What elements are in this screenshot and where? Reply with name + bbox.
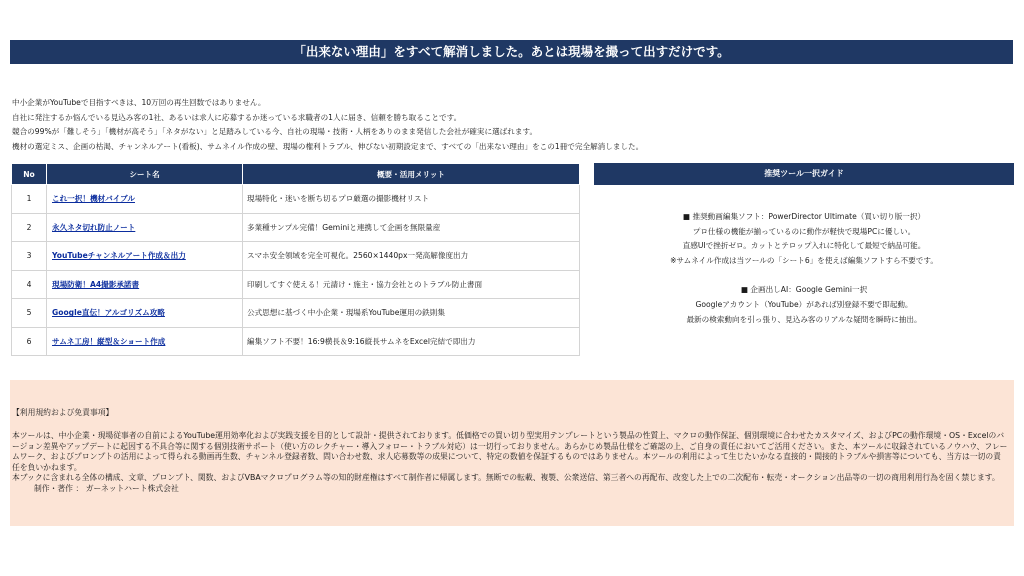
sheet-description: 多業種サンプル完備！Geminiと連携して企画を無限量産 xyxy=(243,213,580,242)
intro-line: 中小企業がYouTubeで目指すべきは、10万回の再生回数ではありません。 xyxy=(12,98,266,107)
disclaimer-box xyxy=(10,380,1014,526)
table-header-row xyxy=(12,164,580,185)
sheet-name-cell xyxy=(47,185,243,214)
row-number: 1 xyxy=(12,185,47,214)
guide-line: Googleアカウント（YouTube）があれば別登録不要で即起動。 xyxy=(695,300,913,310)
sheet-link-idea-notebook[interactable]: 永久ネタ切れ防止ノート xyxy=(52,222,136,232)
row-number: 5 xyxy=(12,299,47,328)
tool-guide-header: 推奨ツール一択ガイド xyxy=(594,163,1014,185)
sheet-link-consent-form[interactable]: 現場防衛！A4撮影承諾書 xyxy=(52,279,140,289)
intro-line: 競合の99%が「難しそう」「機材が高そう」「ネタがない」と足踏みしている今、自社の現場・技術・人柄をありのまま発信した会社が確実に選ばれます。 xyxy=(12,127,538,137)
sheet-link-thumbnail-studio[interactable]: サムネ工房！縦型＆ショート作成 xyxy=(52,336,166,346)
row-number: 4 xyxy=(12,270,47,299)
page-banner: 「出来ない理由」をすべて解消しました。あとは現場を撮って出すだけです。 xyxy=(10,40,1013,64)
guide-line: ■ 推奨動画編集ソフト：PowerDirector Ultimate（買い切り版一択） xyxy=(682,212,926,221)
copyright-signature: 制作・著作 ： ガーネットハート株式会社 xyxy=(34,483,179,493)
table-row xyxy=(12,213,580,242)
sheet-name-cell xyxy=(47,213,243,242)
intro-line: 自社に発注するか悩んでいる見込み客の1社、あるいは求人に応募するか迷っている求職者の1人に届き、信頼を勝ち取ることです。 xyxy=(12,112,462,122)
row-number: 2 xyxy=(12,213,47,242)
table-row xyxy=(12,242,580,271)
sheet-link-algorithm-guide[interactable]: Google直伝！アルゴリズム攻略 xyxy=(52,308,165,318)
table-row xyxy=(12,299,580,328)
sheet-name-cell xyxy=(47,299,243,328)
table-row xyxy=(12,185,580,214)
sheet-name-cell xyxy=(47,327,243,356)
sheet-name-cell xyxy=(47,270,243,299)
column-header-sheet-name: シート名 xyxy=(47,164,243,185)
sheet-link-equipment-bible[interactable]: これ一択！機材バイブル xyxy=(52,194,135,204)
intro-text xyxy=(12,96,643,155)
guide-spacer xyxy=(594,269,1014,284)
sheet-description: 現場特化・迷いを断ち切るプロ厳選の撮影機材リスト xyxy=(243,185,580,214)
disclaimer-body xyxy=(12,431,1008,494)
sheet-link-channel-art[interactable]: YouTubeチャンネルアート作成＆出力 xyxy=(52,251,186,261)
disclaimer-paragraph-block xyxy=(12,473,1008,494)
sheet-description: 印刷してすぐ使える！元請け・施主・協力会社とのトラブル防止書面 xyxy=(243,270,580,299)
sheet-description: 編集ソフト不要！16:9横長＆9:16縦長サムネをExcel完結で即出力 xyxy=(243,327,580,356)
guide-line: ■ 企画出しAI：Google Gemini一択 xyxy=(740,285,868,295)
column-header-description: 概要・活用メリット xyxy=(243,164,580,185)
row-number: 3 xyxy=(12,242,47,271)
table-row xyxy=(12,327,580,356)
disclaimer-paragraph: 本ツールは、中小企業・現場従事者の自前によるYouTube運用効率化および実践支援を目的として設計・提供されております。低価格での買い切り型実用テンプレートという製品の性質上、マクロの動作保証、個別環境に合わせたカスタマイズ、およびPCの動作環境・OS・Excelのバージョン差異やアップデートに起因する不具合等に関する個別技術サポート（使い方のレクチャー・導入フォロー・トラブル対応）は一切行っておりません。あらかじめ製品仕様をご確認の上、ご自身の責任においてご活用ください。また、本ツールに収録されているノウハウ、フレームワーク、およびプロンプトの活用によって得られる動画再生数、チャンネル登録者数、問い合わせ数、求人応募数等の成果について、特定の数値を保証するものではありません。本ツールの利用によって生じたいかなる直接的・間接的トラブルや損害等についても、当方は一切の責任を負いかねます。 xyxy=(12,431,1008,472)
tool-guide-body xyxy=(594,210,1014,328)
guide-line: プロ仕様の機能が揃っているのに動作が軽快で現場PCに優しい。 xyxy=(692,226,916,236)
sheet-description: 公式思想に基づく中小企業・現場系YouTube運用の鉄則集 xyxy=(243,299,580,328)
table-row xyxy=(12,270,580,299)
sheet-index-table xyxy=(11,163,580,356)
disclaimer-paragraph: 本ブックに含まれる全体の構成、文章、プロンプト、関数、およびVBAマクロプログラム等の知的財産権はすべて制作者に帰属します。無断での転載、複製、公衆送信、第三者への再配布、改変した上での二次配布・転売・オークション出品等の一切の商用利用行為を固く禁じます。 xyxy=(12,473,1000,482)
sheet-description: スマホ安全領域を完全可視化。2560×1440px一発高解像度出力 xyxy=(243,242,580,271)
intro-line: 機材の選定ミス、企画の枯渇、チャンネルアート(看板)、サムネイル作成の壁、現場の権利トラブル、伸びない初期設定まで、すべての「出来ない理由」をこの1冊で完全解消しました。 xyxy=(12,142,644,152)
row-number: 6 xyxy=(12,327,47,356)
column-header-no: No xyxy=(12,164,47,185)
guide-line: 直感UIで挫折ゼロ。カットとテロップ入れに特化して最短で納品可能。 xyxy=(682,241,926,251)
guide-line: 最新の検索動向を引っ張り、見込み客のリアルな疑問を瞬時に抽出。 xyxy=(686,314,922,324)
guide-line: ※サムネイル作成は当ツールの「シート6」を使えば編集ソフトすら不要です。 xyxy=(670,256,938,266)
disclaimer-title: 【利用規約および免責事項】 xyxy=(12,408,114,417)
sheet-name-cell xyxy=(47,242,243,271)
